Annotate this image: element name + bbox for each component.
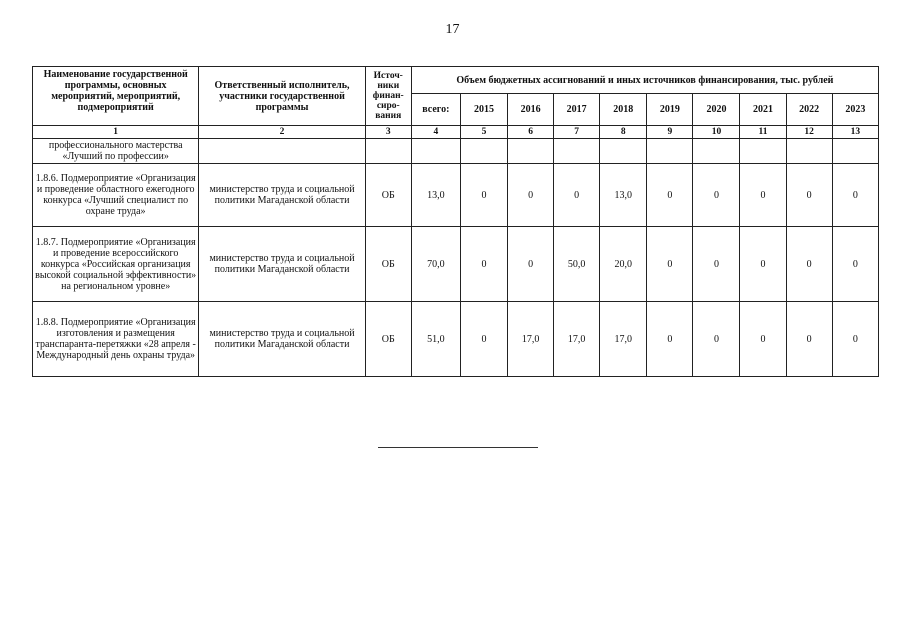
column-number: 13 [832,126,878,139]
header-year: 2021 [740,94,786,126]
row-name: 1.8.6. Подмероприятие «Организация и проведение областного ежегодного конкурса «Лучший специалист по охране труда» [33,164,199,227]
table-row [33,227,879,302]
row-value: 0 [647,302,693,377]
row-value: 0 [740,302,786,377]
row-source: ОБ [365,302,411,377]
column-number: 12 [786,126,832,139]
row-name: 1.8.8. Подмероприятие «Организация изготовления и размещения транспаранта-перетяжки «28 апреля - Международный день охраны труда» [33,302,199,377]
table-row [33,164,879,227]
header-name: Наименование государственной программы, основных мероприятий, мероприятий, подмероприятий [33,67,199,126]
row-value: 0 [786,227,832,302]
column-number: 3 [365,126,411,139]
row-value: 0 [832,302,878,377]
row-executor: министерство труда и социальной политики Магаданской области [199,164,365,227]
row-value: 0 [693,164,740,227]
row-value: 0 [554,164,600,227]
row-value: 17,0 [554,302,600,377]
row-value: 0 [647,164,693,227]
row-value: 0 [460,227,507,302]
row-value: 0 [786,302,832,377]
row-value: 0 [786,164,832,227]
page-number: 17 [445,22,460,37]
row-value: 0 [832,227,878,302]
header-total: всего: [411,94,460,126]
header-source: Источ-ники финан-сиро-вания [365,67,411,126]
row-value: 0 [832,164,878,227]
row-executor: министерство труда и социальной политики Магаданской области [199,302,365,377]
row-value: 0 [740,227,786,302]
row-value: 0 [740,164,786,227]
header-volume: Объем бюджетных ассигнований и иных источников финансирования, тыс. рублей [411,67,878,94]
row-value: 0 [460,164,507,227]
row-value: 17,0 [600,302,647,377]
row-value: 0 [693,302,740,377]
header-year: 2015 [460,94,507,126]
continuation-text: профессионального мастерства «Лучший по профессии» [33,139,199,164]
row-value: 50,0 [554,227,600,302]
row-value: 0 [647,227,693,302]
row-value: 0 [508,227,554,302]
row-executor: министерство труда и социальной политики Магаданской области [199,227,365,302]
column-number: 8 [600,126,647,139]
column-number: 4 [411,126,460,139]
row-value: 0 [508,164,554,227]
header-year: 2020 [693,94,740,126]
header-year: 2023 [832,94,878,126]
header-year: 2019 [647,94,693,126]
column-number: 10 [693,126,740,139]
header-year: 2018 [600,94,647,126]
column-number: 1 [33,126,199,139]
budget-table [32,66,879,377]
row-total: 70,0 [411,227,460,302]
column-number: 7 [554,126,600,139]
row-value: 20,0 [600,227,647,302]
header-year: 2016 [508,94,554,126]
header-row [33,67,879,94]
row-name: 1.8.7. Подмероприятие «Организация и проведение всероссийского конкурса «Российская организация высокой социальной эффективности» на региональном уровне» [33,227,199,302]
header-year: 2017 [554,94,600,126]
row-value: 17,0 [508,302,554,377]
row-total: 51,0 [411,302,460,377]
header-executor: Ответственный исполнитель, участники государственной программы [199,67,365,126]
continuation-row [33,139,879,164]
row-source: ОБ [365,227,411,302]
row-source: ОБ [365,164,411,227]
row-value: 0 [693,227,740,302]
row-value: 0 [460,302,507,377]
end-divider-line [378,447,538,448]
row-total: 13,0 [411,164,460,227]
column-number: 11 [740,126,786,139]
column-number: 5 [460,126,507,139]
table-row [33,302,879,377]
column-number: 6 [508,126,554,139]
column-numbers-row [33,126,879,139]
column-number: 2 [199,126,365,139]
column-number: 9 [647,126,693,139]
header-year: 2022 [786,94,832,126]
row-value: 13,0 [600,164,647,227]
